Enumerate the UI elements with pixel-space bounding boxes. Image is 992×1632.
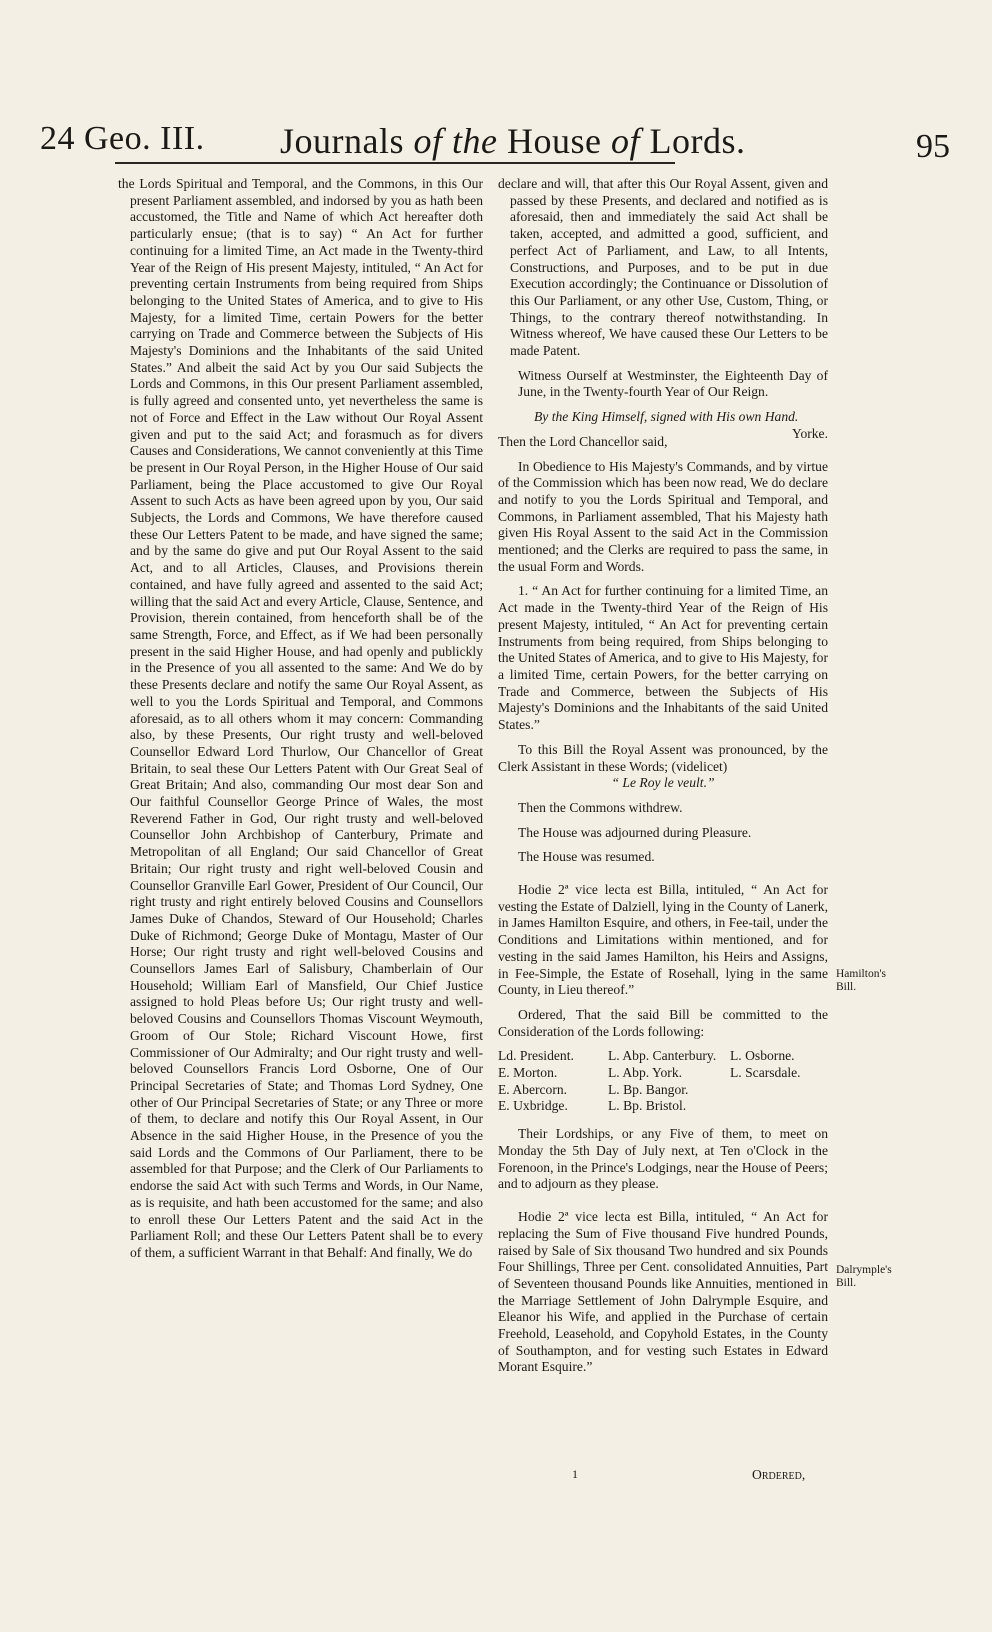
journal-title-part-3: House: [506, 121, 602, 161]
royal-assent-note: To this Bill the Royal Assent was pronounced, by the Clerk Assistant in these Words; (videlicet): [498, 741, 828, 774]
committee-member: L. Bp. Bristol.: [608, 1098, 687, 1114]
act-item-1: 1. “ An Act for further continuing for a limited Time, an Act made in the Twenty-third Year of the Reign of His present Majesty, intituled, “ An Act for preventing certain Instruments from being required, from Ships belonging to the United States of America, and to give to His Majesty, for a limited Time, certain Powers, for the better carrying on Trade and Commerce, between the Subjects of His Majesty's Dominions and the Inhabitants of the said United States.”: [498, 583, 828, 733]
dalrymple-bill-entry: Hodie 2ª vice lecta est Billa, intituled, “ An Act for replacing the Sum of Five thousand Five hundred Pounds, raised by Sale of Six thousand Two hundred and six Pounds Four Shillings, Three per Cent. consolidated Annuities, Part of Seventeen thousand Pounds like Annuities, mentioned in the Marriage Settlement of John Dalrymple Esquire, and Eleanor his Wife, and applied in the Purchase of certain Freehold, Leasehold, and Copyhold Estates, in the County of Southampton, and for vesting such Estates in Edward Morant Esquire.”: [498, 1209, 828, 1375]
committee-column-3: [730, 1048, 801, 1081]
commons-withdrew: Then the Commons withdrew.: [518, 799, 683, 815]
committee-member: L. Scarsdale.: [730, 1065, 801, 1081]
committee-member: E. Uxbridge.: [498, 1098, 568, 1114]
house-resumed: The House was resumed.: [518, 849, 655, 865]
committee-column-2: [608, 1048, 716, 1115]
lordships-meeting: Their Lordships, or any Five of them, to meet on Monday the 5th Day of July next, at Ten o'Clock in the Forenoon, in the Prince's Lodgings, near the House of Peers; and to adjourn as they please.: [498, 1126, 828, 1192]
journal-title-part-1: Journals: [280, 121, 404, 161]
running-header: [40, 118, 950, 178]
journal-title-part-4: of: [610, 121, 640, 161]
house-adjourned: The House was adjourned during Pleasure.: [518, 824, 752, 840]
right-column: [498, 176, 828, 1376]
chancellor-said: Then the Lord Chancellor said,: [498, 433, 668, 449]
page-number: 95: [916, 128, 950, 165]
committee-list: [498, 1048, 828, 1118]
committee-member: L. Abp. York.: [608, 1065, 683, 1081]
king-signature-text: By the King Himself, signed with His own Hand.: [534, 409, 799, 425]
committee-member: L. Bp. Bangor.: [608, 1081, 689, 1097]
committee-member: Ld. President.: [498, 1048, 574, 1064]
commission-continuation: declare and will, that after this Our Royal Assent, given and passed by these Presents, and declared and notified as is aforesaid, then and immediately the said Act shall be taken, accepted, and admitted a good, sufficient, and perfect Act of Parliament, and Law, to all Intents, Constructions, and Purposes, and to be put in due Execution accordingly; the Continuance or Dissolution of this Our Parliament, or any other Use, Custom, Thing, or Things, to the contrary thereof notwithstanding. In Witness whereof, We have caused these Our Letters to be made Patent.: [498, 176, 828, 359]
journal-title-part-5: Lords.: [649, 121, 746, 161]
hamilton-bill-entry: Hodie 2ª vice lecta est Billa, intituled, “ An Act for vesting the Estate of Dalziell, lying in the County of Lanerk, in James Hamilton Esquire, and others, in Fee-tail, under the Conditions and Limitations within mentioned, and for vesting in the said James Hamilton, his Heirs and Assigns, in Fee-Simple, the Estate of Rosehall, lying in the same County, in Lieu thereof.”: [498, 882, 828, 998]
committee-member: E. Abercorn.: [498, 1081, 568, 1097]
witness-clause: Witness Ourself at Westminster, the Eighteenth Day of June, in the Twenty-fourth Year of Our Reign.: [518, 367, 828, 400]
regnal-year: 24 Geo. III.: [40, 120, 205, 157]
margin-note-hamilton: Hamilton's Bill.: [836, 968, 886, 993]
committee-member: L. Abp. Canterbury.: [608, 1048, 717, 1064]
committee-member: L. Osborne.: [730, 1048, 795, 1064]
left-column: [118, 176, 483, 1262]
header-rule: [115, 162, 675, 164]
journal-title-part-2: of the: [413, 121, 498, 161]
journal-title: [280, 120, 746, 162]
le-roy-le-veult: “ Le Roy le veult.”: [611, 775, 715, 791]
margin-note-dalrymple: Dalrymple's Bill.: [836, 1264, 892, 1289]
yorke-signature: Yorke.: [791, 425, 828, 441]
obedience-declaration: In Obedience to His Majesty's Commands, and by virtue of the Commission which has been now read, We do declare and notify to you the Lords Spiritual and Temporal, and Commons, in Parliament assembled, That his Majesty hath given His Royal Assent to the said Act in the Commission mentioned; and the Clerks are required to pass the same, in the usual Form and Words.: [498, 458, 828, 574]
committee-member: E. Morton.: [498, 1065, 558, 1081]
ordered-committee: Ordered, That the said Bill be committed to the Consideration of the Lords following:: [498, 1006, 828, 1039]
signature-mark: 1: [572, 1467, 578, 1481]
commission-text: the Lords Spiritual and Temporal, and the Commons, in this Our present Parliament assembled, and indorsed by you as hath been accustomed, the Title and Name of which Act hereafter doth particularly ensue; (that is to say) “ An Act for further continuing for a limited Time, an Act made in the Twenty-third Year of the Reign of His present Majesty, intituled, “ An Act for preventing certain Instruments from being required from Ships belonging to the United States of America, and to give to His Majesty, for a limited Time, certain Powers for the better carrying on Trade and Commerce between the Subjects of His Majesty's Dominions and the Inhabitants of the said United States.” And albeit the said Act by you Our said Subjects the Lords and Commons, in this Our present Parliament assembled, is fully agreed and consented unto, yet nevertheless the same is not of Force and Effect in the Law without Our Royal Assent given and put to the said Act; and forasmuch as for divers Causes and Considerations, We cannot conveniently at this Time be present in Our Royal Person, in the Higher House of Our said Parliament, being the Place accustomed to give Our Royal Assent to such Acts as have been agreed upon by you, Our said Subjects, the Lords and Commons, We have therefore caused these Our Letters Patent to be made, and have signed the same; and by the same do give and put Our Royal Assent to the said Act, and to all Articles, Clauses, and Provisions therein contained, and have fully agreed and assented to the said Act; willing that the said Act and every Article, Clause, Sentence, and Provision, therein contained, from henceforth shall be of the same Strength, Force, and Effect, as if We had been personally present in the said Higher House, and had openly and publickly in the Presence of you all assented to the same: And We do by these Presents declare and notify the same Our Royal Assent, as well to you the Lords Spiritual and Temporal, and Commons aforesaid, as to all others whom it may concern: Commanding also, by these Presents, Our right trusty and well-beloved Counsellor Edward Lord Thurlow, Our Chancellor of Great Britain, to seal these Our Letters Patent with Our Great Seal of Great Britain; And also, commanding Our most dear Son and Our faithful Counsellor George Prince of Wales, the most Reverend Father in God, Our right trusty and well-beloved Counsellor John Archbishop of Canterbury, Primate and Metropolitan of all England; Our said Chancellor of Great Britain; Our right trusty and right well-beloved Cousin and Counsellor Granville Earl Gower, President of Our Council, Our right trusty and right entirely beloved Cousins and Counsellors James Duke of Chandos, Steward of Our Household; Charles Duke of Richmond; George Duke of Montagu, Master of Our Horse; Our right trusty and right well-beloved Cousins and Counsellors James Earl of Salisbury, Chamberlain of Our Household; William Earl of Mansfield, Our Chief Justice assigned to hold Pleas before Us; Our right trusty and well-beloved Cousins and Counsellors Thomas Viscount Weymouth, Groom of Our Stole; Richard Viscount Howe, first Commissioner of Our Admiralty; and Our right trusty and well-beloved Counsellors Francis Lord Osborne, One of Our Principal Secretaries of State; and Thomas Lord Sydney, One other of Our Principal Secretaries of State; or any Three or more of them, to declare and notify this Our Royal Assent, in Our Absence in the said Higher House, in the Presence of you the said Lords and the Commons of Our Parliament, there to be assembled for that Purpose; and the Clerk of Our Parliaments to endorse the said Act with such Terms and Words, in Our Name, as is requisite, and hath been accustomed for the same; and also to enroll these Our Letters Patent and the said Act in the Parliament Roll; and these Our Letters Patent shall be to every of them, a sufficient Warrant in that Behalf: And finally, We do: [118, 176, 483, 1260]
committee-column-1: [498, 1048, 574, 1115]
catchword: Ordered,: [752, 1467, 806, 1482]
